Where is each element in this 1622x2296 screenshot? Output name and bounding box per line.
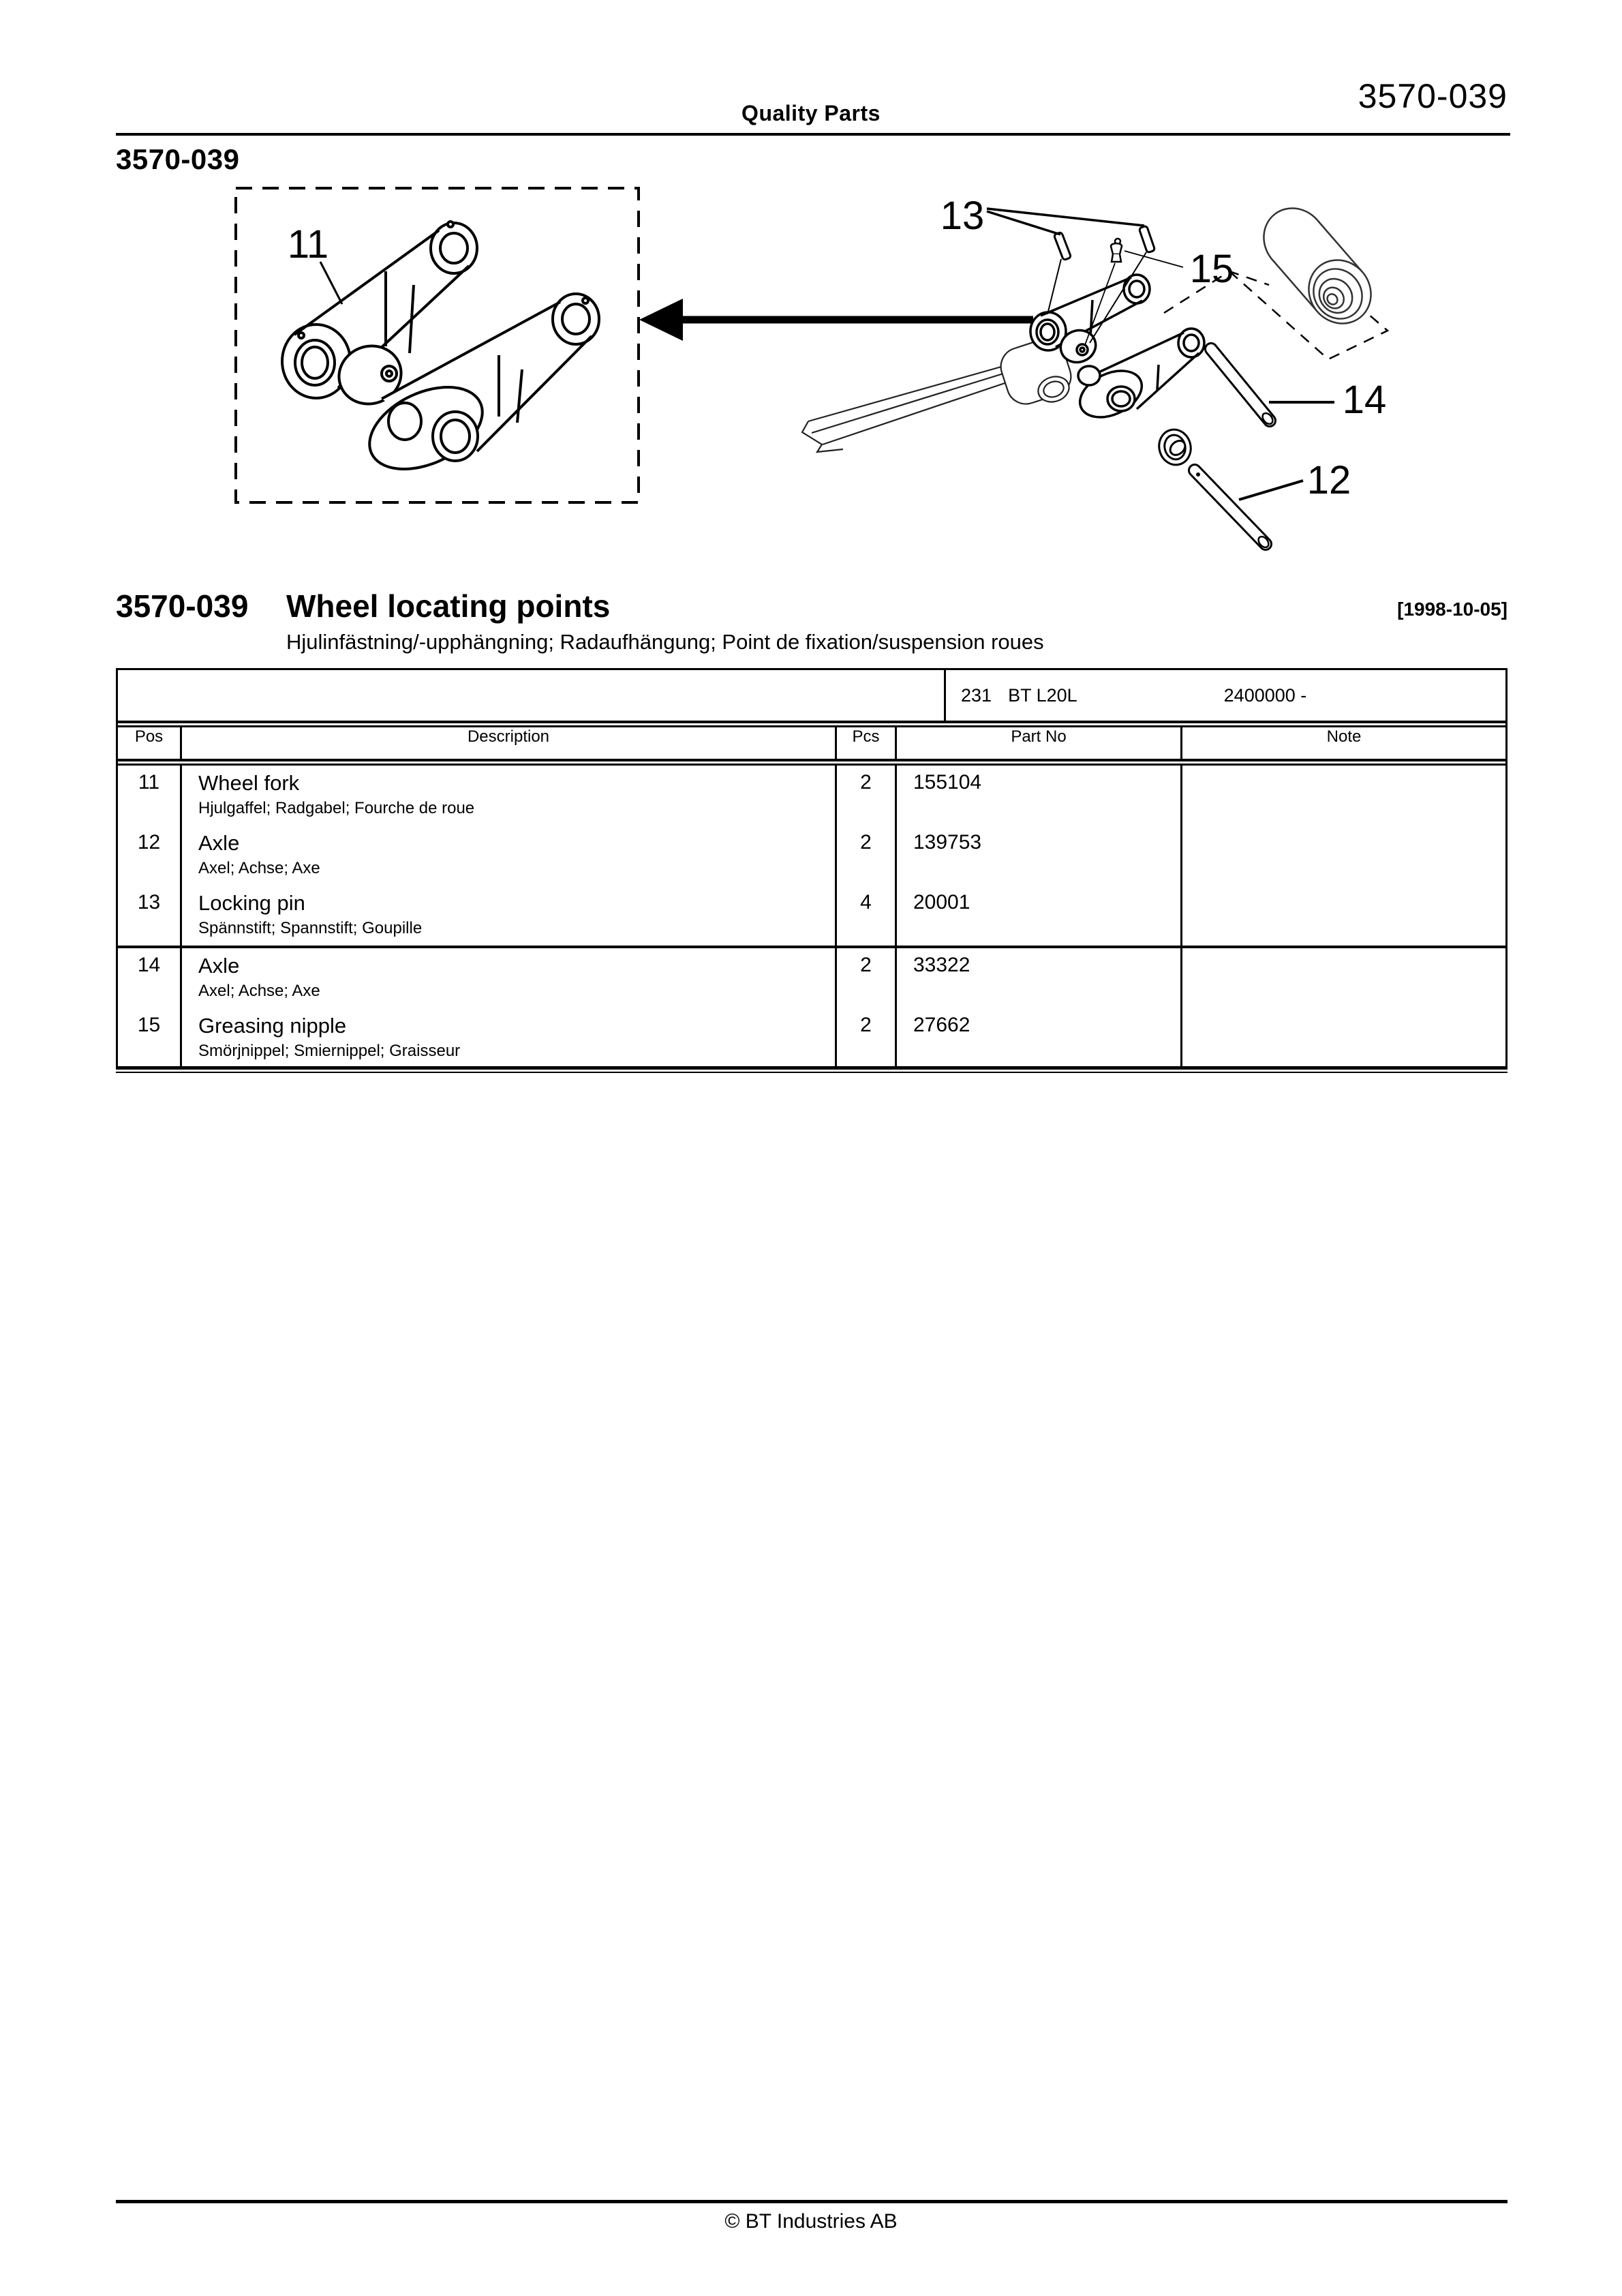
footer-copyright: © BT Industries AB bbox=[724, 2210, 898, 2233]
col-header-note: Note bbox=[1326, 727, 1362, 746]
cell-description bbox=[182, 1008, 837, 1068]
part-name-translations: Hjulgaffel; Radgabel; Fourche de roue bbox=[198, 799, 475, 817]
diagram-label-11: 11 bbox=[287, 222, 329, 267]
col-header-pos: Pos bbox=[118, 727, 182, 759]
col-header-pcs: Pcs bbox=[837, 727, 897, 759]
page-header-title: Quality Parts bbox=[741, 101, 881, 125]
roller-wheel-drawing bbox=[1251, 196, 1383, 336]
table-row bbox=[118, 1008, 1505, 1068]
cell-note bbox=[1182, 826, 1505, 886]
cell-description bbox=[182, 826, 837, 886]
cell-part-no: 27662 bbox=[897, 1008, 1182, 1068]
section-subtitle: Hjulinfästning/-upphängning; Radaufhängung; Point de fixation/suspension roues bbox=[286, 630, 1044, 654]
label-12-leader bbox=[1239, 481, 1303, 500]
part-name-translations: Smörjnippel; Smiernippel; Graisseur bbox=[198, 1042, 461, 1060]
axle-pin-14 bbox=[1211, 349, 1274, 426]
doc-number-left: 3570-039 bbox=[116, 143, 240, 175]
detail-arrow bbox=[639, 299, 1033, 341]
model-serial: 2400000 - bbox=[1223, 684, 1307, 706]
cell-description bbox=[182, 886, 837, 946]
cell-description bbox=[182, 948, 837, 1008]
model-header-row bbox=[118, 670, 1505, 721]
part-name: Wheel fork bbox=[198, 771, 300, 795]
cell-pcs: 2 bbox=[837, 948, 897, 1008]
column-header-row bbox=[118, 727, 1505, 759]
part-name-translations: Spännstift; Spannstift; Goupille bbox=[198, 919, 423, 937]
table-bottom-rule bbox=[116, 1066, 1508, 1073]
model-name: BT L20L bbox=[1008, 684, 1077, 706]
table-row bbox=[118, 826, 1505, 886]
table-row bbox=[118, 948, 1505, 1008]
axle-pin-12 bbox=[1195, 470, 1270, 549]
col-header-part-no: Part No bbox=[897, 727, 1182, 759]
cell-part-no: 155104 bbox=[897, 766, 1182, 826]
cell-part-no: 33322 bbox=[897, 948, 1182, 1008]
bushing-drawing bbox=[1155, 426, 1195, 468]
cell-pos: 12 bbox=[118, 826, 182, 886]
diagram-label-13: 13 bbox=[940, 194, 985, 238]
diagram-label-14: 14 bbox=[1342, 378, 1387, 422]
part-name: Locking pin bbox=[198, 891, 305, 915]
section-number: 3570-039 bbox=[116, 588, 249, 624]
double-rule bbox=[118, 759, 1505, 766]
model-header-spacer bbox=[118, 670, 946, 721]
footer-rule bbox=[116, 2200, 1508, 2203]
diagram-label-12: 12 bbox=[1306, 458, 1351, 502]
double-rule bbox=[118, 721, 1505, 727]
label-13-leaders bbox=[987, 209, 1144, 235]
part-name: Axle bbox=[198, 954, 240, 978]
col-header-description: Description bbox=[182, 727, 837, 759]
part-name: Axle bbox=[198, 831, 240, 855]
parts-table bbox=[116, 668, 1508, 1068]
cell-pos: 11 bbox=[118, 766, 182, 826]
table-row bbox=[118, 886, 1505, 946]
cell-pos: 13 bbox=[118, 886, 182, 946]
cell-pcs: 2 bbox=[837, 766, 897, 826]
part-name-translations: Axel; Achse; Axe bbox=[198, 982, 320, 1000]
doc-number-top-right: 3570-039 bbox=[1358, 77, 1508, 115]
diagram-label-15: 15 bbox=[1189, 247, 1234, 291]
cell-pcs: 2 bbox=[837, 826, 897, 886]
part-name-translations: Axel; Achse; Axe bbox=[198, 859, 320, 877]
section-date: [1998-10-05] bbox=[1397, 599, 1508, 620]
cell-pcs: 4 bbox=[837, 886, 897, 946]
model-info bbox=[946, 685, 1306, 706]
cell-part-no: 139753 bbox=[897, 826, 1182, 886]
part-name: Greasing nipple bbox=[198, 1014, 347, 1038]
cell-pos: 15 bbox=[118, 1008, 182, 1068]
cell-description bbox=[182, 766, 837, 826]
label-11-leader bbox=[320, 262, 342, 304]
section-title: Wheel locating points bbox=[286, 588, 611, 624]
frame-arm-drawing bbox=[802, 334, 1076, 452]
header-rule bbox=[116, 133, 1510, 136]
wheel-fork-drawing-large bbox=[282, 222, 599, 485]
exploded-view-diagram bbox=[89, 136, 1533, 614]
cell-note bbox=[1182, 948, 1505, 1008]
model-code: 231 bbox=[961, 684, 992, 706]
cell-part-no: 20001 bbox=[897, 886, 1182, 946]
table-row bbox=[118, 766, 1505, 826]
cell-pcs: 2 bbox=[837, 1008, 897, 1068]
cell-note bbox=[1182, 886, 1505, 946]
cell-note bbox=[1182, 1008, 1505, 1068]
cell-pos: 14 bbox=[118, 948, 182, 1008]
cell-note bbox=[1182, 766, 1505, 826]
